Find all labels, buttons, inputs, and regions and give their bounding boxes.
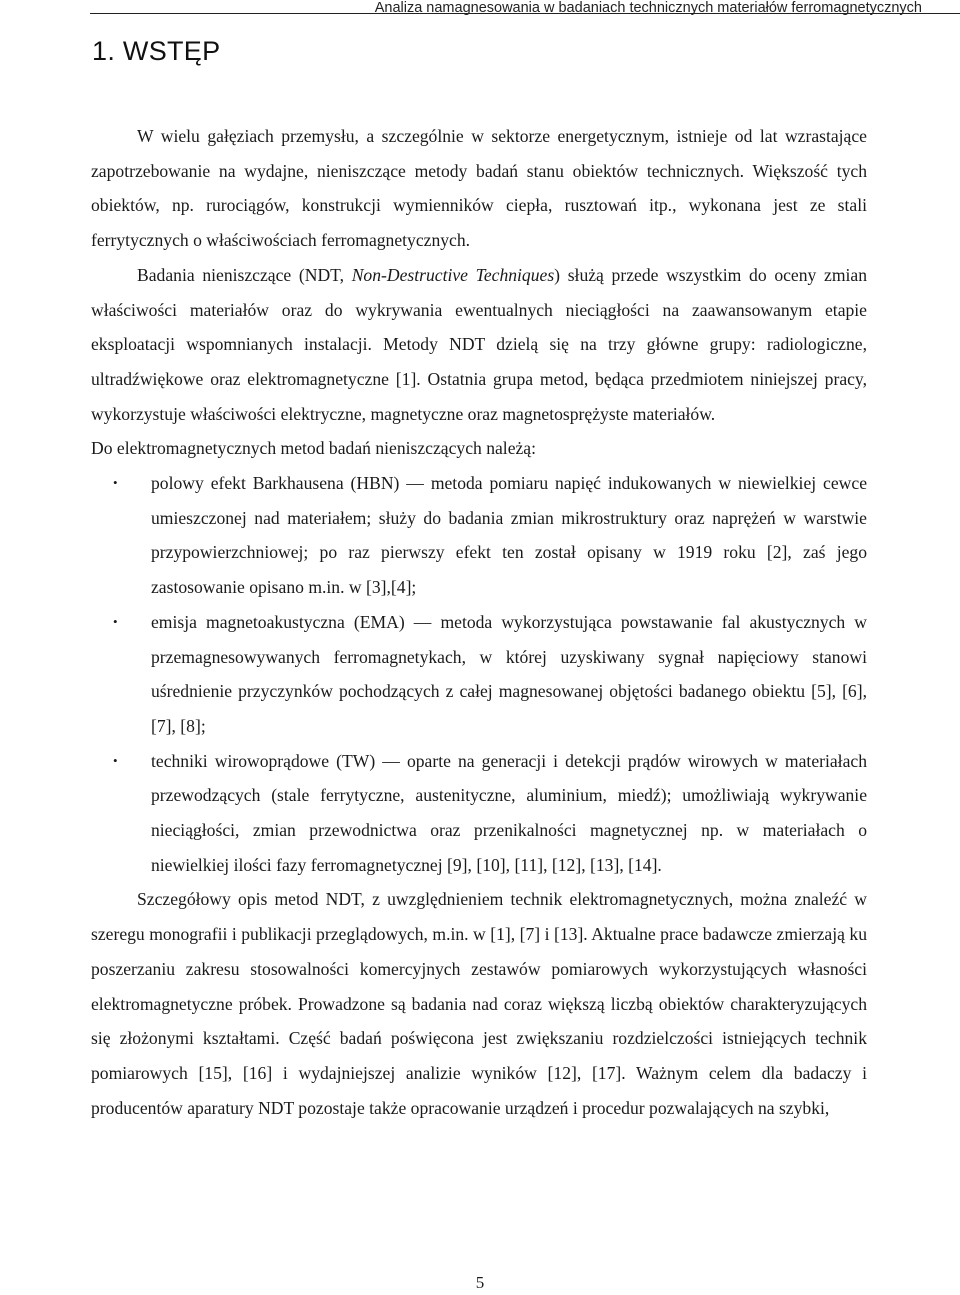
paragraph-ndt — [91, 258, 867, 432]
list-item — [91, 605, 867, 744]
paragraph-list-intro: Do elektromagnetycznych metod badań nieniszczących należą: — [91, 438, 537, 459]
paragraph-ndt-italic: Non-Destructive Techniques — [351, 264, 555, 285]
bullet-icon: • — [113, 613, 118, 629]
methods-list — [91, 466, 867, 882]
paragraph-intro: W wielu gałęziach przemysłu, a szczególnie w sektorze energetycznym, istnieje od lat wzrastające zapotrzebowanie na wydajne, nieniszczące metody badań stanu obiektów technicznych. Większość tych obiektów, np. rurociągów, konstrukcji wymienników ciepła, rusztowań itp., wykonana jest ze stali ferrytycznych o właściwościach ferromagnetycznych. — [91, 126, 867, 251]
list-item-text: techniki wirowoprądowe (TW) — oparte na generacji i detekcji prądów wirowych w materiałach przewodzących (stale ferrytyczne, austenityczne, aluminium, miedź); umożliwiają wykrywanie nieciągłości, zmian przewodnictwa oraz przenikalności magnetycznej np. w materiałach o niewielkiej ilości fazy ferromagnetycznej [9], [10], [11], [12], [13], [14]. — [151, 750, 867, 875]
paragraph-ndt-end: ) służą przede wszystkim do oceny zmian właściwości materiałów oraz do wykrywania ewentualnych nieciągłości na zaawansowanym etapie eksploatacji wspomnianych instalacji. Metody NDT dzielą się na trzy główne grupy: radiologiczne, ultradźwiękowe oraz elektromagnetyczne [1]. Ostatnia grupa metod, będąca przedmiotem niniejszej pracy, wykorzystuje właściwości elektryczne, magnetyczne oraz magnetosprężyste materiałów. — [91, 264, 868, 424]
list-item — [91, 466, 867, 605]
paragraph-review: Szczegółowy opis metod NDT, z uwzględnieniem technik elektromagnetycznych, można znaleźć w szeregu monografii i publikacji przeglądowych, m.in. w [1], [7] i [13]. Aktualne prace badawcze zmierzają ku poszerzaniu zakresu stosowalności komercyjnych zestawów pomiarowych wykorzystujących własności elektromagnetyczne próbek. Prowadzone są badania nad coraz większą liczbą obiektów charakteryzujących się złożonymi kształtami. Część badań poświęcona jest zwiększaniu rozdzielczości istniejących technik pomiarowych [15], [16] i wydajniejszej analizie wyników [12], [17]. Ważnym celem dla badaczy i producentów aparatury NDT pozostaje także opracowanie urządzeń i procedur pozwalających na szybki, — [91, 889, 867, 1118]
list-item-text: polowy efekt Barkhausena (HBN) — metoda pomiaru napięć indukowanych w niewielkiej cewce umieszczonej nad materiałem; służy do badania zmian mikrostruktury oraz naprężeń w warstwie przypowierzchniowej; po raz pierwszy efekt ten został opisany w 1919 roku [2], zaś jego zastosowanie opisano m.in. w [3],[4]; — [151, 473, 867, 598]
header-rule — [90, 13, 960, 14]
bullet-icon: • — [113, 752, 118, 768]
running-header: Analiza namagnesowania w badaniach technicznych materiałów ferromagnetycznych — [374, 0, 922, 16]
list-item — [91, 744, 867, 883]
page-number: 5 — [475, 1273, 485, 1292]
section-title: 1. WSTĘP — [92, 36, 221, 66]
paragraph-ndt-start: Badania nieniszczące (NDT, — [137, 264, 352, 285]
body-text — [91, 119, 867, 1125]
bullet-icon: • — [113, 475, 118, 491]
list-item-text: emisja magnetoakustyczna (EMA) — metoda wykorzystująca powstawanie fal akustycznych w przemagnesowywanych ferromagnetykach, w której uzyskiwany sygnał napięciowy stanowi uśrednienie przyczynków pochodzących z całej magnesowanej objętości badanego obiektu [5], [6], [7], [8]; — [151, 611, 867, 736]
